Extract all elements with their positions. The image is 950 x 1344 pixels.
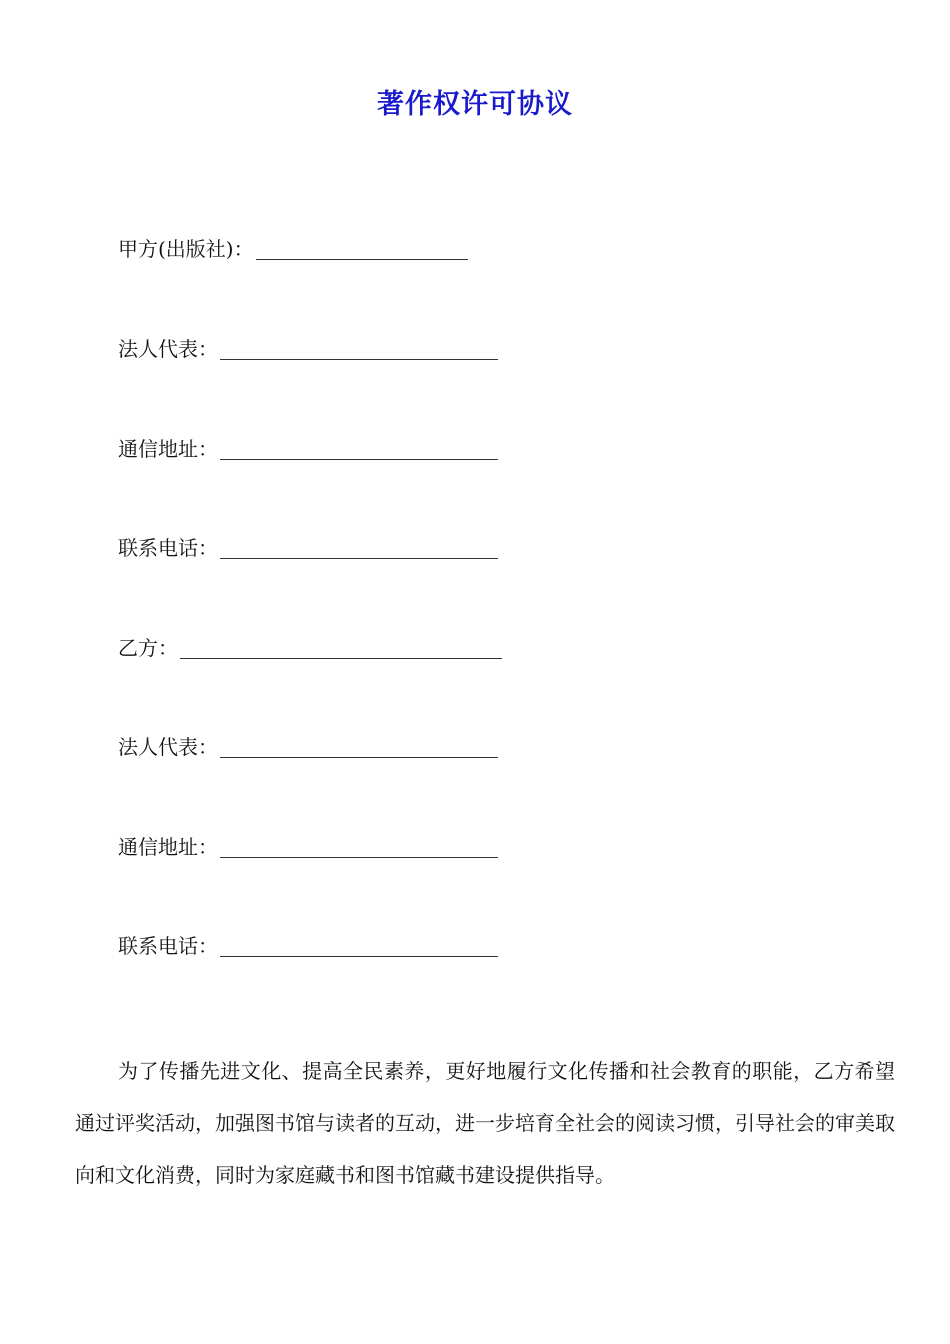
party-b-phone-field [118,929,498,959]
party-a-name-blank[interactable] [256,237,468,260]
party-b-rep-label: 法人代表： [118,735,218,759]
party-b-address-label: 通信地址： [118,835,218,859]
agreement-paragraph: 为了传播先进文化、提高全民素养，更好地履行文化传播和社会教育的职能，乙方希望通过评奖活动，加强图书馆与读者的互动，进一步培育全社会的阅读习惯，引导社会的审美取向和文化消费，同时为家庭藏书和图书馆藏书建设提供指导。 [75,1059,895,1187]
party-a-rep-field [118,332,498,362]
party-b-name-field [118,631,502,661]
party-b-phone-label: 联系电话： [118,934,218,958]
party-a-address-label: 通信地址： [118,437,218,461]
party-a-phone-field [118,531,498,561]
party-a-phone-label: 联系电话： [118,536,218,560]
party-b-phone-blank[interactable] [220,934,498,957]
party-b-rep-blank[interactable] [220,735,498,758]
party-a-phone-blank[interactable] [220,536,498,559]
party-b-name-label: 乙方： [118,636,178,660]
party-b-address-field [118,830,498,860]
document-title: 著作权许可协议 [377,89,573,120]
party-b-name-blank[interactable] [180,636,502,659]
party-a-name-label: 甲方(出版社)： [118,237,254,261]
party-a-rep-blank[interactable] [220,337,498,360]
party-a-name-field [118,232,468,262]
party-b-rep-field [118,730,498,760]
party-b-address-blank[interactable] [220,835,498,858]
party-a-rep-label: 法人代表： [118,337,218,361]
party-a-address-blank[interactable] [220,437,498,460]
party-a-address-field [118,432,498,462]
